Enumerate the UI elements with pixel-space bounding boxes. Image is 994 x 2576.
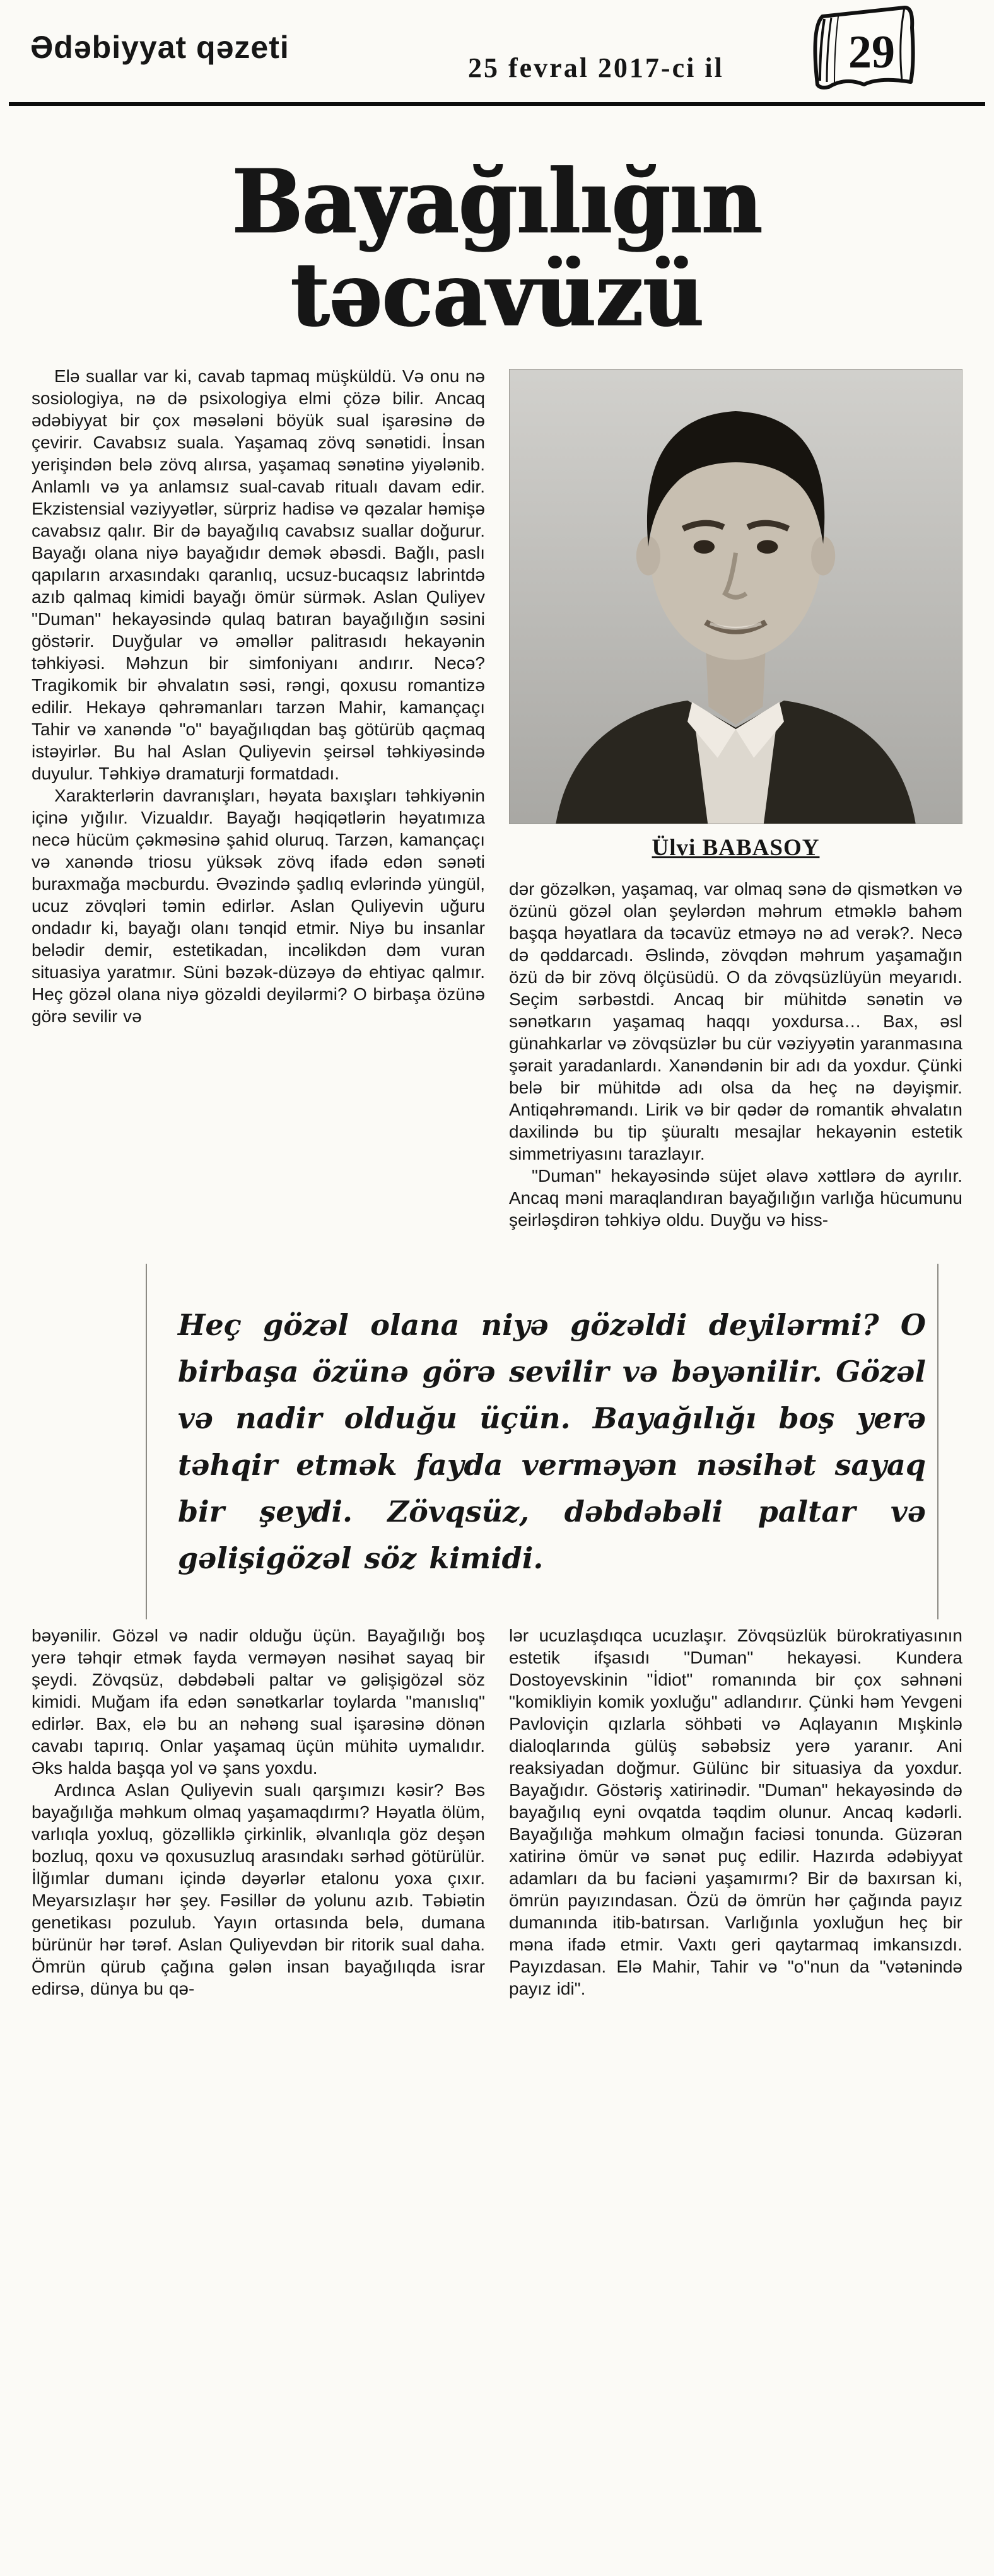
paragraph: dər gözəlkən, yaşamaq, var olmaq sənə də qismətkən və özünü gözəl olan şeylərdən məhrum etməklə bahəm başqa həyatlara da təcavüz etməyə nə ad verək?. Necə də qəddarcadı. Əslində, zövqdən məhrum yaşamağın özü də bir zövq ölçüsüdü. O da zövqsüzlüyün meyarıdı. Seçim sərbəstdi. Ancaq bir mühitdə sənətin və sənətkarın yaşamaq haqqı yoxdursa… Bax, əsl günahkarlar və zövqsüzlər bu cür vəziyyətin yaranmasına şərait yaradanlardı. Xanəndənin bir adı da yoxdur. Çünki belə bir mühitdə adı olsa da heç nə dəyişmir. Antiqəhrəmandı. Lirik və bir qədər də romantik əhvalatın daxilində bu tip şüuraltı mesajlar hekayənin estetik simmetriyasını tarazlayır. [509,879,962,1164]
column-1 [32,365,485,1231]
page-header [0,0,994,102]
issue-date: 25 fevral 2017-ci il [468,52,724,83]
page-number-badge [804,3,920,97]
author-photo [509,369,962,824]
paragraph: "Duman" hekayəsində süjet əlavə xəttlərə də ayrılır. Ancaq məni maraqlandıran bayağılığın varlığa hücumunu şeirləşdirən təhkiyə oldu. Duyğu və hiss- [509,1166,962,1230]
paragraph: bəyənilir. Gözəl və nadir olduğu üçün. Bayağılığı boş yerə təhqir etmək fayda verməyən nəsihət sayaq bir şeydi. Zövqsüz, dəbdəbəli paltar və gəlişigözəl söz kimidi. Muğam ifa edən sənətkarlar toylarda "manıslıq" edirlər. Bax, elə bu an nəhəng sual işarəsinə dönən cavabı tapırıq. Onlar yaşamaq üçün mühitə uymalıdır. Əks halda başqa yol və şans yoxdu. [32,1626,485,1778]
paragraph: Elə suallar var ki, cavab tapmaq müşküldü. Və onu nə sosiologiya, nə də psixologiya elmi çözə bilir. Ancaq ədəbiyyat bir çox məsələni böyük sual işarəsinə də çevirir. Cavabsız suala. Yaşamaq zövq sənətidi. İnsan yerişindən belə zövq alırsa, yaşamaq sənətinə yiyələnib. Anlamlı və ya anlamsız sual-cavab ritualı davam edir. Ekzistensial vəziyyətlər, sürpriz hadisə və qəzalar həmişə cavabsız qalır. Bir də bayağılıq cavabsız suallar doğurur. Bayağı olana niyə bayağıdır demək əbəsdi. Bağlı, paslı qapıların arxasındakı qaranlıq, ucsuz-bucaqsız labrintdə azıb qalmaq kimidi bayağı ömür sürmək. Aslan Quliyev "Duman" hekayəsində qulaq batıran bayağılığın səsini göstərir. Duyğular və əməllər palitrasıdı hekayənin təhkiyəsi. Məhzun bir simfoniyanı andırır. Necə? Tragikomik bir əhvalatın səsi, rəngi, qoxusu romantizə edilir. Hekayə qəhrəmanları tarzən Mahir, kamançaçı Tahir və xanəndə "o" bayağılıqdan baş götürüb qaçmaq istəyirlər. Bu hal Aslan Quliyevin şeirsəl təhkiyəsində duyulur. Təhkiyə dramaturji formatdadı. [32,366,485,784]
column-4 [509,1624,962,2000]
book-icon [804,3,920,97]
pull-quote [0,1280,994,1603]
photo-caption: Ülvi BABASOY [652,835,820,861]
portrait-photo-placeholder [510,370,962,824]
top-columns [0,365,994,1231]
header-rule [9,102,985,106]
paragraph: Xarakterlərin davranışları, həyata baxışları təhkiyənin içinə yığılır. Vizualdır. Bayağı həqiqətlərin həyatımıza necə hücüm çəkməsinə şahid oluruq. Tarzən, kamançaçı və xanəndə triosu yüksək zövq ifadə edən sənəti buraxmağa məcburdu. Əvəzində şadlıq evlərində yüngül, ucuz zövqləri təmin edirlər. Aslan Quliyevin uğuru ondadır ki, bayağı olanı tənqid etmir. Niyə bu insanlar belədir demir, estetikadan, incəlikdən dəm vuran situasiya yaratmır. Süni bəzək-düzəyə də ehtiyac qalmır. Heç gözəl olana niyə gözəldi deyilərmi? O birbaşa özünə görə sevilir və [32,786,485,1027]
paragraph: Ardınca Aslan Quliyevin sualı qarşımızı kəsir? Bəs bayağılığa məhkum olmaq yaşamaqdırmı? Həyatla ölüm, varlıqla yoxluq, gözəlliklə çirkinlik, əlvanlıqla göz deşən bozluq, qoxu və qoxusuzluq arasındakı sərhəd götürülür. İlğımlar dumanı içində dəyərlər etalonu yoxa çıxır. Meyarsızlaşır hər şey. Fəsillər də yolunu azıb. Təbiətin genetikası pozulub. Yayın ortasında belə, dumana bürünür hər tərəf. Aslan Quliyevdən bir ritorik sual daha. Ömrün qürub çağına gələn insan bayağılıqda israr edirsə, dünya bu qə- [32,1780,485,1999]
column-3 [32,1624,485,2000]
paragraph: lər ucuzlaşdıqca ucuzlaşır. Zövqsüzlük bürokratiyasının estetik ifşasıdı "Duman" hekayəsi. Kundera Dostoyevskinin "İdiot" romanında bir çox səhnəni "komikliyin komik yoxluğu" adlandırır. Çünki həm Yevgeni Pavloviçin qızlarla söhbəti və Aqlayanın Mışkinlə dialoqlarında gülüş səbəbsiz yerə yaranır. Ani reaksiyadan doğmur. Gülünc bir situasiya da yoxdur. Bayağıdır. Göstəriş xatirinədir. "Duman" hekayəsində də bayağılıq eyni ovqatda təqdim olunur. Ancaq kədərli. Bayağılığa məhkum olmağın faciəsi tonunda. Güzəran xatirinə ömür və sənət puç edilir. Hazırda ədəbiyyat adamları da bu faciəni yaşamırmı? Bir də baxırsan ki, ömrün payızındasan. Özü də ömrün hər çağında payız dumanında itib-batırsan. Varlığınla yoxluğun heç bir məna ifadə etmir. Vaxtı geri qaytarmaq imkansızdı. Payızdasan. Elə Mahir, Tahir və "o"nun da "vətənində payız idi". [509,1626,962,1999]
page-number: 29 [848,26,895,78]
column-2 [509,365,962,1231]
bottom-columns [0,1624,994,2044]
masthead: Ədəbiyyat qəzeti [30,30,289,65]
pull-quote-text: Heç gözəl olana niyə gözəldi deyilərmi? O birbaşa özünə görə sevilir və bəyənilir. Gözəl və nadir olduğu üçün. Bayağılığı boş yerə təhqir etmək fayda verməyən nəsihət sayaq bir şeydi. Zövqsüz, dəbdəbəli paltar və gəlişigözəl söz kimidi. [178,1308,926,1576]
article-title: Bayağılığın təcavüzü [231,150,763,347]
author-photo-figure [509,369,962,861]
